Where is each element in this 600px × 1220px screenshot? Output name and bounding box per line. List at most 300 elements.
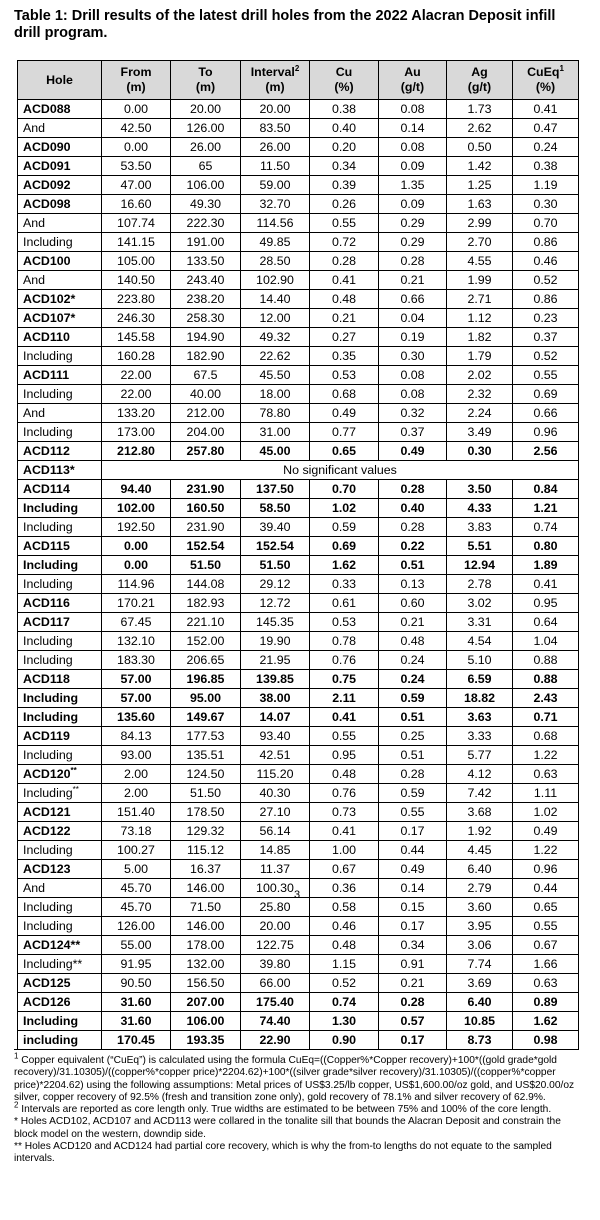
value-cell: 3.02: [447, 594, 513, 613]
value-cell: 0.29: [379, 214, 447, 233]
value-cell: 231.90: [171, 480, 241, 499]
hole-cell: Including: [18, 841, 102, 860]
value-cell: 0.47: [513, 119, 579, 138]
value-cell: 0.61: [310, 594, 379, 613]
value-cell: 0.55: [513, 366, 579, 385]
value-cell: 3.68: [447, 803, 513, 822]
drill-results-table: [17, 60, 579, 1050]
value-cell: 26.00: [241, 138, 310, 157]
footnote-marker: 2: [294, 63, 300, 73]
value-cell: 152.54: [171, 537, 241, 556]
value-cell: 1.63: [447, 195, 513, 214]
value-cell: 84.13: [102, 727, 171, 746]
value-cell: 18.00: [241, 385, 310, 404]
hole-cell: Including: [18, 1012, 102, 1031]
value-cell: 178.00: [171, 936, 241, 955]
footnote-marker: **: [70, 765, 77, 775]
value-cell: 0.74: [513, 518, 579, 537]
value-cell: 58.50: [241, 499, 310, 518]
table-row: [18, 461, 579, 480]
column-header: [447, 61, 513, 100]
hole-cell: ACD126: [18, 993, 102, 1012]
value-cell: 11.50: [241, 157, 310, 176]
value-cell: 66.00: [241, 974, 310, 993]
value-cell: 59.00: [241, 176, 310, 195]
hole-cell: Including: [18, 499, 102, 518]
value-cell: 156.50: [171, 974, 241, 993]
hole-cell: ACD110: [18, 328, 102, 347]
value-cell: 45.50: [241, 366, 310, 385]
value-cell: 78.80: [241, 404, 310, 423]
value-cell: 12.00: [241, 309, 310, 328]
value-cell: 0.41: [310, 708, 379, 727]
value-cell: 0.49: [379, 442, 447, 461]
value-cell: 19.90: [241, 632, 310, 651]
value-cell: 1.19: [513, 176, 579, 195]
value-cell: 221.10: [171, 613, 241, 632]
value-cell: 0.49: [513, 822, 579, 841]
value-cell: 107.74: [102, 214, 171, 233]
hole-cell: Including**: [18, 784, 102, 803]
value-cell: 0.26: [310, 195, 379, 214]
value-cell: 175.40: [241, 993, 310, 1012]
footnote-number: 1: [14, 1051, 19, 1061]
value-cell: 137.50: [241, 480, 310, 499]
value-cell: 129.32: [171, 822, 241, 841]
value-cell: 160.50: [171, 499, 241, 518]
value-cell: 2.56: [513, 442, 579, 461]
value-cell: 1.62: [310, 556, 379, 575]
hole-cell: And: [18, 214, 102, 233]
value-cell: 93.00: [102, 746, 171, 765]
table-row: [18, 309, 579, 328]
table-row: [18, 290, 579, 309]
value-cell: 31.60: [102, 1012, 171, 1031]
hole-cell: ACD123: [18, 860, 102, 879]
value-cell: 0.76: [310, 784, 379, 803]
hole-cell: ACD111: [18, 366, 102, 385]
value-cell: 39.80: [241, 955, 310, 974]
value-cell: 0.08: [379, 138, 447, 157]
value-cell: 1.02: [513, 803, 579, 822]
value-cell: 0.63: [513, 765, 579, 784]
value-cell: 206.65: [171, 651, 241, 670]
table-row: [18, 480, 579, 499]
value-cell: 105.00: [102, 252, 171, 271]
column-header-label: Ag: [471, 65, 488, 79]
hole-cell: ACD121: [18, 803, 102, 822]
value-cell: 0.55: [379, 803, 447, 822]
value-cell: 243.40: [171, 271, 241, 290]
value-cell: 2.79: [447, 879, 513, 898]
value-cell: 0.28: [379, 480, 447, 499]
value-cell: 1.89: [513, 556, 579, 575]
value-cell: 0.69: [310, 537, 379, 556]
value-cell: 0.90: [310, 1031, 379, 1050]
value-cell: 149.67: [171, 708, 241, 727]
value-cell: 0.95: [513, 594, 579, 613]
table-row: [18, 195, 579, 214]
value-cell: 0.70: [513, 214, 579, 233]
value-cell: 115.20: [241, 765, 310, 784]
value-cell: 0.96: [513, 423, 579, 442]
value-cell: 51.50: [171, 556, 241, 575]
value-cell: 0.21: [379, 613, 447, 632]
value-cell: 0.17: [379, 917, 447, 936]
value-cell: 0.72: [310, 233, 379, 252]
value-cell: 133.50: [171, 252, 241, 271]
column-unit: (m): [265, 80, 285, 94]
value-cell: 0.30: [447, 442, 513, 461]
hole-cell: And: [18, 879, 102, 898]
hole-cell: ACD102*: [18, 290, 102, 309]
value-cell: 0.40: [310, 119, 379, 138]
table-row: [18, 974, 579, 993]
hole-cell: ACD098: [18, 195, 102, 214]
table-row: [18, 860, 579, 879]
value-cell: 0.32: [379, 404, 447, 423]
value-cell: 2.00: [102, 765, 171, 784]
value-cell: 16.60: [102, 195, 171, 214]
value-cell: 12.94: [447, 556, 513, 575]
value-cell: 122.75: [241, 936, 310, 955]
hole-cell: Including: [18, 917, 102, 936]
value-cell: 14.07: [241, 708, 310, 727]
value-cell: 135.60: [102, 708, 171, 727]
value-cell: 0.58: [310, 898, 379, 917]
value-cell: 0.98: [513, 1031, 579, 1050]
value-cell: 1.22: [513, 841, 579, 860]
hole-cell: ACD115: [18, 537, 102, 556]
footnote: $^2$ Intervals are reported as core length only. True widths are estimated to be between 75% and 100% of the core length.: [14, 1100, 552, 1116]
value-cell: 0.37: [379, 423, 447, 442]
value-cell: 25.80: [241, 898, 310, 917]
value-cell: 0.09: [379, 195, 447, 214]
value-cell: 0.28: [310, 252, 379, 271]
value-cell: 1.35: [379, 176, 447, 195]
value-cell: 91.95: [102, 955, 171, 974]
value-cell: 1.66: [513, 955, 579, 974]
value-cell: 71.50: [171, 898, 241, 917]
column-header-label: Cu: [335, 65, 353, 79]
value-cell: 212.80: [102, 442, 171, 461]
value-cell: 0.57: [379, 1012, 447, 1031]
table-row: [18, 119, 579, 138]
hole-cell: And: [18, 404, 102, 423]
value-cell: 95.00: [171, 689, 241, 708]
value-cell: 0.08: [379, 100, 447, 119]
hole-cell: ACD100: [18, 252, 102, 271]
value-cell: 102.00: [102, 499, 171, 518]
value-cell: 191.00: [171, 233, 241, 252]
table-row: [18, 955, 579, 974]
value-cell: 31.00: [241, 423, 310, 442]
value-cell: 182.90: [171, 347, 241, 366]
value-cell: 178.50: [171, 803, 241, 822]
table-row: [18, 556, 579, 575]
value-cell: 2.71: [447, 290, 513, 309]
value-cell: 0.55: [310, 214, 379, 233]
value-cell: 145.58: [102, 328, 171, 347]
value-cell: 0.34: [310, 157, 379, 176]
value-cell: 0.55: [310, 727, 379, 746]
value-cell: 0.70: [310, 480, 379, 499]
value-cell: 0.50: [447, 138, 513, 157]
value-cell: 0.51: [379, 556, 447, 575]
value-cell: 3.49: [447, 423, 513, 442]
value-cell: 49.85: [241, 233, 310, 252]
value-cell: 0.67: [310, 860, 379, 879]
value-cell: 0.08: [379, 385, 447, 404]
hole-cell: ACD107*: [18, 309, 102, 328]
column-header: [310, 61, 379, 100]
value-cell: 0.84: [513, 480, 579, 499]
value-cell: 145.35: [241, 613, 310, 632]
value-cell: 26.00: [171, 138, 241, 157]
value-cell: 1.30: [310, 1012, 379, 1031]
value-cell: 0.66: [379, 290, 447, 309]
table-row: [18, 176, 579, 195]
value-cell: 11.37: [241, 860, 310, 879]
table-row: [18, 632, 579, 651]
value-cell: 100.27: [102, 841, 171, 860]
hole-cell: ACD112: [18, 442, 102, 461]
hole-cell: Including: [18, 651, 102, 670]
value-cell: 182.93: [171, 594, 241, 613]
value-cell: 29.12: [241, 575, 310, 594]
hole-cell: ACD114: [18, 480, 102, 499]
value-cell: 0.41: [310, 271, 379, 290]
value-cell: 2.99: [447, 214, 513, 233]
hole-cell: Including**: [18, 955, 102, 974]
value-cell: 83.50: [241, 119, 310, 138]
value-cell: 90.50: [102, 974, 171, 993]
value-cell: 1.15: [310, 955, 379, 974]
value-cell: 0.63: [513, 974, 579, 993]
value-cell: 114.56: [241, 214, 310, 233]
footnote: $^1$ Copper equivalent (“CuEq”) is calculated using the formula CuEq=((Copper%*Copper recovery)+100*((gold grade*gold recovery)/31.10305)/((copper%*copper price)*2204.62)+100*((silver grade*silver recovery)/31.10305)/((copper%*copper price)*2204.62) using the following assumptions: Metal prices of US$3.25/lb copper, US$1,600.00/oz gold, and US$20.00/oz silver, copper recovery of 92.5% (fresh and transition zone only), gold recovery of 78.1% and silver recovery of 62.9%.: [14, 1051, 575, 1103]
value-cell: 45.70: [102, 898, 171, 917]
value-cell: 132.00: [171, 955, 241, 974]
hole-cell: Including: [18, 556, 102, 575]
value-cell: 2.43: [513, 689, 579, 708]
value-cell: 1.22: [513, 746, 579, 765]
value-cell: 0.21: [379, 974, 447, 993]
value-cell: 1.00: [310, 841, 379, 860]
value-cell: 32.70: [241, 195, 310, 214]
value-cell: 0.15: [379, 898, 447, 917]
value-cell: 0.30: [379, 347, 447, 366]
table-row: [18, 651, 579, 670]
column-unit: (g/t): [400, 80, 425, 94]
value-cell: 31.60: [102, 993, 171, 1012]
value-cell: 0.46: [310, 917, 379, 936]
value-cell: 0.88: [513, 670, 579, 689]
stray-superscript-mark: 3: [294, 889, 301, 901]
no-values-cell: No significant values: [102, 461, 579, 480]
value-cell: 0.29: [379, 233, 447, 252]
value-cell: 73.18: [102, 822, 171, 841]
table-row: [18, 1031, 579, 1050]
hole-cell: Including: [18, 233, 102, 252]
table-row: [18, 594, 579, 613]
column-header: [513, 61, 579, 100]
value-cell: 4.33: [447, 499, 513, 518]
value-cell: 5.51: [447, 537, 513, 556]
value-cell: 3.33: [447, 727, 513, 746]
value-cell: 4.54: [447, 632, 513, 651]
value-cell: 152.00: [171, 632, 241, 651]
value-cell: 0.76: [310, 651, 379, 670]
hole-cell: Including: [18, 708, 102, 727]
table-row: [18, 385, 579, 404]
column-header: [102, 61, 171, 100]
column-header-label: CuEq: [527, 65, 560, 79]
value-cell: 5.00: [102, 860, 171, 879]
value-cell: 3.50: [447, 480, 513, 499]
table-row: [18, 936, 579, 955]
footnote-divider: [14, 1049, 190, 1050]
value-cell: 57.00: [102, 689, 171, 708]
value-cell: 0.21: [310, 309, 379, 328]
table-row: [18, 100, 579, 119]
value-cell: 45.00: [241, 442, 310, 461]
value-cell: 132.10: [102, 632, 171, 651]
table-row: [18, 575, 579, 594]
hole-cell: Including: [18, 898, 102, 917]
value-cell: 0.28: [379, 993, 447, 1012]
value-cell: 0.52: [513, 347, 579, 366]
value-cell: 192.50: [102, 518, 171, 537]
table-row: [18, 765, 579, 784]
value-cell: 0.59: [379, 689, 447, 708]
value-cell: 0.48: [310, 936, 379, 955]
column-header: [379, 61, 447, 100]
value-cell: 4.55: [447, 252, 513, 271]
value-cell: 2.11: [310, 689, 379, 708]
table-row: [18, 822, 579, 841]
table-row: [18, 157, 579, 176]
value-cell: 40.30: [241, 784, 310, 803]
value-cell: 3.83: [447, 518, 513, 537]
table-row: [18, 670, 579, 689]
hole-cell: including: [18, 1031, 102, 1050]
value-cell: 10.85: [447, 1012, 513, 1031]
value-cell: 74.40: [241, 1012, 310, 1031]
value-cell: 204.00: [171, 423, 241, 442]
value-cell: 126.00: [171, 119, 241, 138]
value-cell: 0.40: [379, 499, 447, 518]
value-cell: 0.65: [513, 898, 579, 917]
value-cell: 22.90: [241, 1031, 310, 1050]
value-cell: 56.14: [241, 822, 310, 841]
value-cell: 3.31: [447, 613, 513, 632]
hole-cell: ACD118: [18, 670, 102, 689]
value-cell: 51.50: [171, 784, 241, 803]
value-cell: 106.00: [171, 1012, 241, 1031]
value-cell: 0.60: [379, 594, 447, 613]
value-cell: 0.51: [379, 746, 447, 765]
value-cell: 257.80: [171, 442, 241, 461]
hole-cell: Including: [18, 632, 102, 651]
value-cell: 51.50: [241, 556, 310, 575]
table-row: [18, 214, 579, 233]
value-cell: 5.77: [447, 746, 513, 765]
value-cell: 0.00: [102, 537, 171, 556]
footnotes: [14, 1051, 584, 1166]
value-cell: 0.86: [513, 290, 579, 309]
hole-cell: ACD119: [18, 727, 102, 746]
column-header: [241, 61, 310, 100]
value-cell: 177.53: [171, 727, 241, 746]
value-cell: 0.28: [379, 518, 447, 537]
table-row: [18, 252, 579, 271]
value-cell: 0.51: [379, 708, 447, 727]
value-cell: 22.00: [102, 366, 171, 385]
column-header: [18, 61, 102, 100]
hole-cell: Including: [18, 689, 102, 708]
value-cell: 0.36: [310, 879, 379, 898]
value-cell: 0.22: [379, 537, 447, 556]
value-cell: 42.50: [102, 119, 171, 138]
value-cell: 0.35: [310, 347, 379, 366]
value-cell: 0.48: [310, 765, 379, 784]
value-cell: 0.53: [310, 613, 379, 632]
table-row: [18, 328, 579, 347]
hole-cell: And: [18, 119, 102, 138]
value-cell: 0.73: [310, 803, 379, 822]
value-cell: 0.96: [513, 860, 579, 879]
value-cell: 0.77: [310, 423, 379, 442]
value-cell: 0.19: [379, 328, 447, 347]
value-cell: 0.27: [310, 328, 379, 347]
value-cell: 0.41: [513, 100, 579, 119]
table-row: [18, 803, 579, 822]
value-cell: 183.30: [102, 651, 171, 670]
value-cell: 20.00: [241, 917, 310, 936]
value-cell: 38.00: [241, 689, 310, 708]
hole-cell: And: [18, 271, 102, 290]
value-cell: 3.69: [447, 974, 513, 993]
value-cell: 0.52: [310, 974, 379, 993]
value-cell: 1.62: [513, 1012, 579, 1031]
value-cell: 0.64: [513, 613, 579, 632]
value-cell: 146.00: [171, 917, 241, 936]
value-cell: 55.00: [102, 936, 171, 955]
value-cell: 53.50: [102, 157, 171, 176]
column-header-label: Au: [404, 65, 421, 79]
table-row: [18, 537, 579, 556]
value-cell: 0.14: [379, 879, 447, 898]
hole-cell: Including: [18, 423, 102, 442]
value-cell: 28.50: [241, 252, 310, 271]
value-cell: 100.30: [241, 879, 310, 898]
table-body: [18, 100, 579, 1050]
value-cell: 22.62: [241, 347, 310, 366]
value-cell: 6.40: [447, 860, 513, 879]
value-cell: 0.04: [379, 309, 447, 328]
value-cell: 0.23: [513, 309, 579, 328]
table-header-row: [18, 61, 579, 100]
hole-cell: ACD125: [18, 974, 102, 993]
table-row: [18, 746, 579, 765]
table-row: [18, 1012, 579, 1031]
value-cell: 22.00: [102, 385, 171, 404]
value-cell: 151.40: [102, 803, 171, 822]
value-cell: 146.00: [171, 879, 241, 898]
value-cell: 0.95: [310, 746, 379, 765]
value-cell: 0.24: [379, 670, 447, 689]
